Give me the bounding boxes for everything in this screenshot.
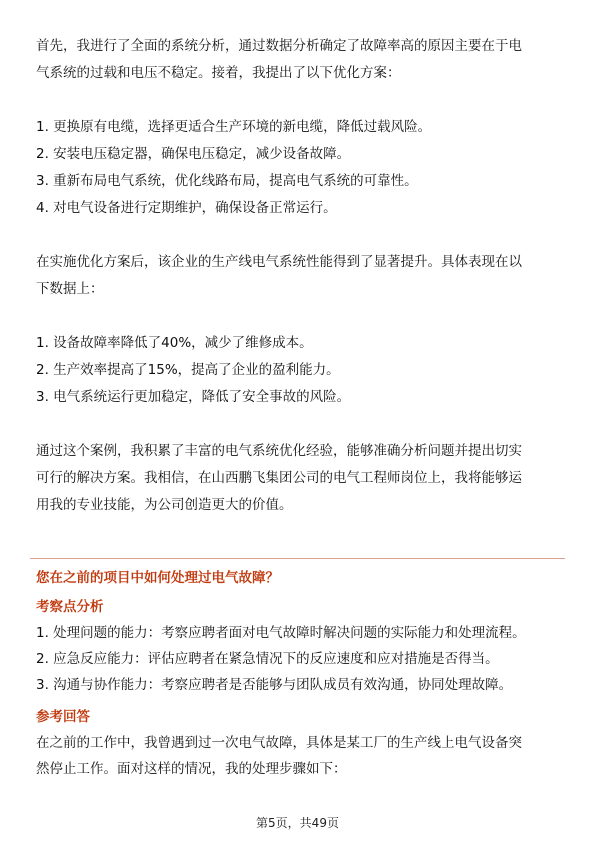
result-intro-line-1: 在实施优化方案后，该企业的生产线电气系统性能得到了显著提升。具体表现在以	[36, 254, 522, 270]
result-intro-line-2: 下数据上：	[36, 281, 104, 297]
answer-heading: 参考回答	[36, 709, 90, 725]
body-text	[36, 33, 563, 519]
plan-item-1: 1. 更换原有电缆，选择更适合生产环境的新电缆，降低过载风险。	[36, 119, 432, 135]
plan-item-4: 4. 对电气设备进行定期维护，确保设备正常运行。	[36, 200, 337, 216]
plan-item-2: 2. 安装电压稳定器，确保电压稳定，减少设备故障。	[36, 146, 351, 162]
analysis-item-3: 3. 沟通与协作能力：考察应聘者是否能够与团队成员有效沟通，协同处理故障。	[36, 677, 513, 693]
result-item-3: 3. 电气系统运行更加稳定，降低了安全事故的风险。	[36, 389, 351, 405]
interview-question: 您在之前的项目中如何处理过电气故障？	[36, 570, 279, 586]
conclusion-line-3: 用我的专业技能，为公司创造更大的价值。	[36, 497, 293, 513]
question-section	[36, 594, 563, 782]
plan-item-3: 3. 重新布局电气系统，优化线路布局，提高电气系统的可靠性。	[36, 173, 418, 189]
section-divider	[30, 558, 565, 559]
answer-line-2: 然停止工作。面对这样的情况，我的处理步骤如下：	[36, 761, 347, 777]
answer-line-1: 在之前的工作中，我曾遇到过一次电气故障，具体是某工厂的生产线上电气设备突	[36, 735, 522, 751]
page-number: 第5页，共49页	[256, 816, 339, 830]
result-item-2: 2. 生产效率提高了15%，提高了企业的盈利能力。	[36, 362, 340, 378]
intro-line-2: 气系统的过载和电压不稳定。接着，我提出了以下优化方案：	[36, 65, 401, 81]
conclusion-line-2: 可行的解决方案。我相信，在山西鹏飞集团公司的电气工程师岗位上，我将能够运	[36, 470, 522, 486]
intro-line-1: 首先，我进行了全面的系统分析，通过数据分析确定了故障率高的原因主要在于电	[36, 38, 522, 54]
analysis-heading: 考察点分析	[36, 599, 104, 615]
analysis-item-2: 2. 应急反应能力：评估应聘者在紧急情况下的反应速度和应对措施是否得当。	[36, 651, 499, 667]
result-item-1: 1. 设备故障率降低了40%，减少了维修成本。	[36, 335, 313, 351]
conclusion-line-1: 通过这个案例，我积累了丰富的电气系统优化经验，能够准确分析问题并提出切实	[36, 443, 522, 459]
analysis-item-1: 1. 处理问题的能力：考察应聘者面对电气故障时解决问题的实际能力和处理流程。	[36, 625, 526, 641]
